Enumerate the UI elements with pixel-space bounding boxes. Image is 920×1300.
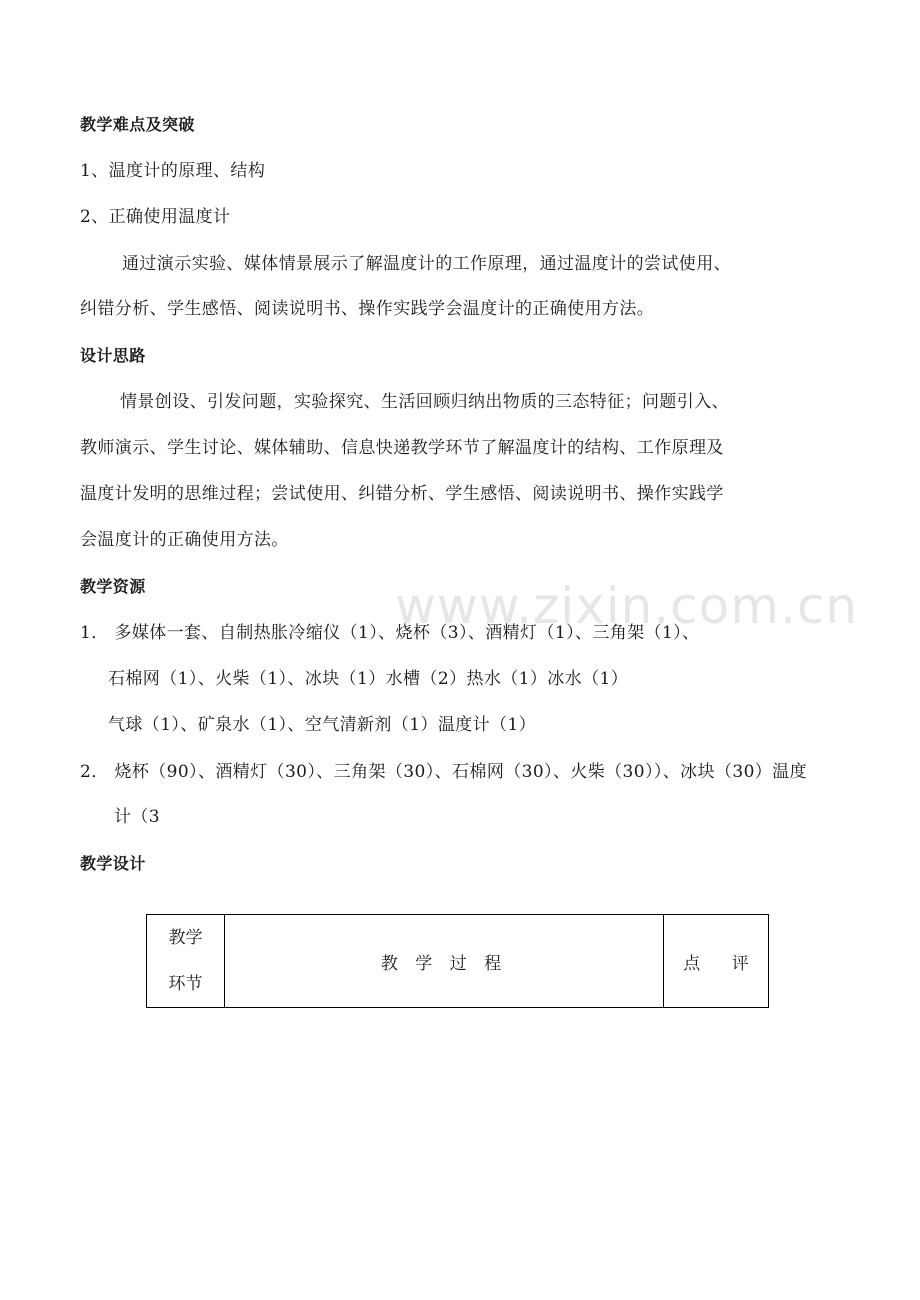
stage-label-line-2: 环节 — [168, 974, 203, 994]
table-cell-teaching-stage — [147, 915, 225, 1008]
resource-item-1-line-2: 石棉网（1）、火柴（1）、冰块（1）水槽（2）热水（1）冰水（1） — [108, 669, 629, 689]
heading-resources: 教学资源 — [80, 577, 146, 596]
heading-design-idea: 设计思路 — [80, 346, 146, 365]
design-paragraph-line-4: 会温度计的正确使用方法。 — [80, 530, 289, 550]
teaching-design-table — [146, 914, 769, 1008]
resource-item-1-line-1: 1． 多媒体一套、自制热胀冷缩仪（1）、烧杯（3）、酒精灯（1）、三角架（1）、 — [80, 623, 700, 643]
resource-item-1-line-3: 气球（1）、矿泉水（1）、空气清新剂（1）温度计（1） — [108, 715, 537, 735]
design-paragraph-line-2: 教师演示、学生讨论、媒体辅助、信息快递教学环节了解温度计的结构、工作原理及 — [80, 438, 724, 458]
difficulty-item-1: 1、温度计的原理、结构 — [80, 161, 266, 181]
difficulty-paragraph-line-2: 纠错分析、学生感悟、阅读说明书、操作实践学会温度计的正确使用方法。 — [80, 299, 655, 319]
table-row — [147, 915, 769, 1008]
resource-item-2-line-2: 计（3 — [114, 807, 161, 827]
design-paragraph-line-1: 情景创设、引发问题，实验探究、生活回顾归纳出物质的三态特征；问题引入、 — [120, 392, 729, 412]
heading-teaching-design: 教学设计 — [80, 854, 146, 873]
watermark-text: www.zixin.com.cn — [395, 577, 859, 635]
difficulty-paragraph-line-1: 通过演示实验、媒体情景展示了解温度计的工作原理，通过温度计的尝试使用、 — [122, 254, 731, 274]
stage-label-line-1: 教学 — [168, 928, 203, 948]
table-cell-comment: 点 评 — [664, 915, 769, 1008]
table-cell-teaching-process: 教 学 过 程 — [225, 915, 664, 1008]
heading-difficulty: 教学难点及突破 — [80, 115, 195, 134]
resource-item-2-line-1: 2． 烧杯（90）、酒精灯（30）、三角架（30）、石棉网（30）、火柴（30））、冰块（30）温度 — [80, 762, 808, 782]
difficulty-item-2: 2、正确使用温度计 — [80, 207, 231, 227]
design-paragraph-line-3: 温度计发明的思维过程；尝试使用、纠错分析、学生感悟、阅读说明书、操作实践学 — [80, 484, 724, 504]
